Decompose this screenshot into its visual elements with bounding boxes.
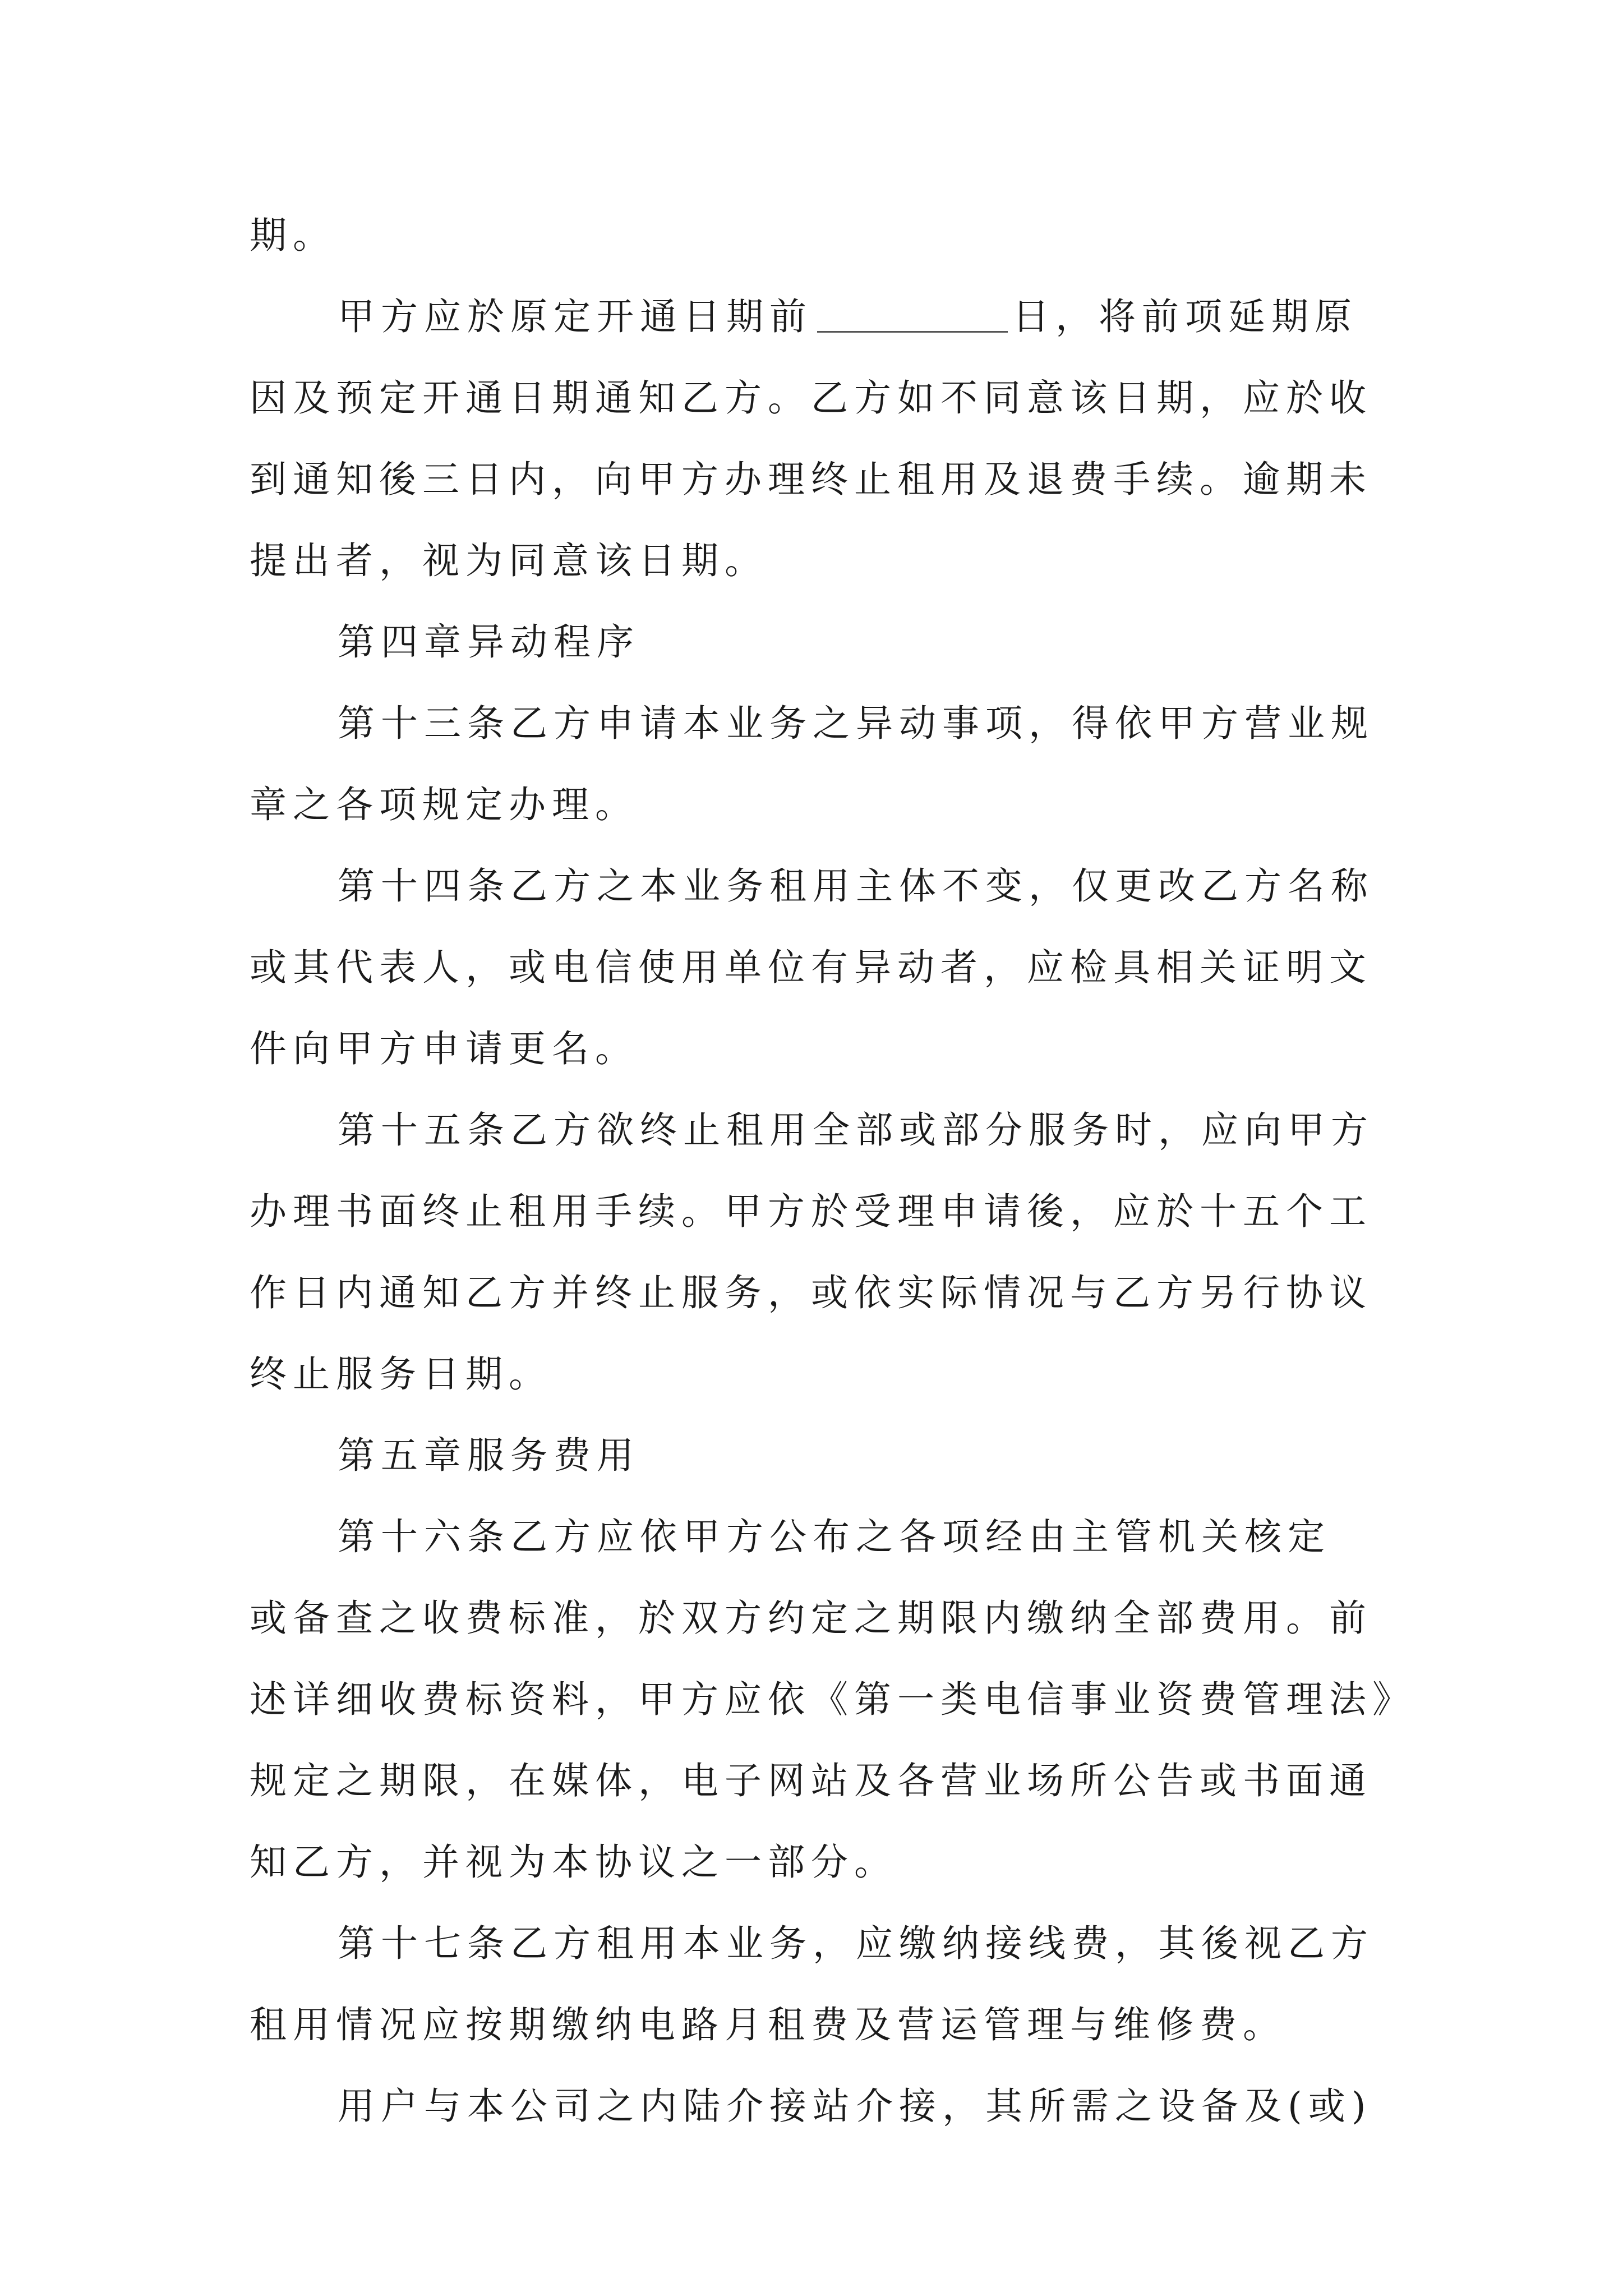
text-line: 到通知後三日内，向甲方办理终止租用及退费手续。逾期未 <box>250 458 1372 501</box>
text-line: 提出者，视为同意该日期。 <box>250 539 768 582</box>
text-line: 述详细收费标资料，甲方应依《第一类电信事业资费管理法》 <box>250 1678 1415 1721</box>
chapter-heading: 第四章异动程序 <box>338 620 640 664</box>
fill-in-blank <box>817 297 1008 333</box>
text-line: 因及预定开通日期通知乙方。乙方如不同意该日期，应於收 <box>250 376 1372 420</box>
text-line: 知乙方，并视为本协议之一部分。 <box>250 1841 897 1884</box>
text-line: 章之各项规定办理。 <box>250 783 638 826</box>
text-line: 或备查之收费标准，於双方约定之期限内缴纳全部费用。前 <box>250 1596 1372 1640</box>
text-line: 租用情况应按期缴纳电路月租费及营运管理与维修费。 <box>250 2003 1286 2046</box>
text-line: 规定之期限，在媒体，电子网站及各营业场所公告或书面通 <box>250 1759 1372 1802</box>
chapter-heading: 第五章服务费用 <box>338 1434 640 1477</box>
text-line: 终止服务日期。 <box>250 1352 552 1396</box>
text-line: 第十五条乙方欲终止租用全部或部分服务时，应向甲方 <box>338 1108 1374 1152</box>
text-line: 第十六条乙方应依甲方公布之各项经由主管机关核定 <box>338 1515 1331 1558</box>
text-segment: 日，将前项延期原 <box>1012 295 1358 338</box>
text-line: 办理书面终止租用手续。甲方於受理申请後，应於十五个工 <box>250 1190 1372 1233</box>
text-line: 作日内通知乙方并终止服务，或依实际情况与乙方另行协议 <box>250 1271 1372 1314</box>
text-line: 件向甲方申请更名。 <box>250 1027 638 1070</box>
text-segment: 甲方应於原定开通日期前 <box>338 295 813 338</box>
text-line: 用户与本公司之内陆介接站介接，其所需之设备及(或) <box>338 2085 1372 2128</box>
text-line: 第十三条乙方申请本业务之异动事项，得依甲方营业规 <box>338 702 1374 745</box>
text-line: 期。 <box>250 214 336 257</box>
text-line: 第十四条乙方之本业务租用主体不变，仅更改乙方名称 <box>338 864 1374 908</box>
text-line: 第十七条乙方租用本业务，应缴纳接线费，其後视乙方 <box>338 1922 1374 1965</box>
text-line: 或其代表人，或电信使用单位有异动者，应检具相关证明文 <box>250 946 1372 989</box>
text-line <box>338 286 1487 348</box>
